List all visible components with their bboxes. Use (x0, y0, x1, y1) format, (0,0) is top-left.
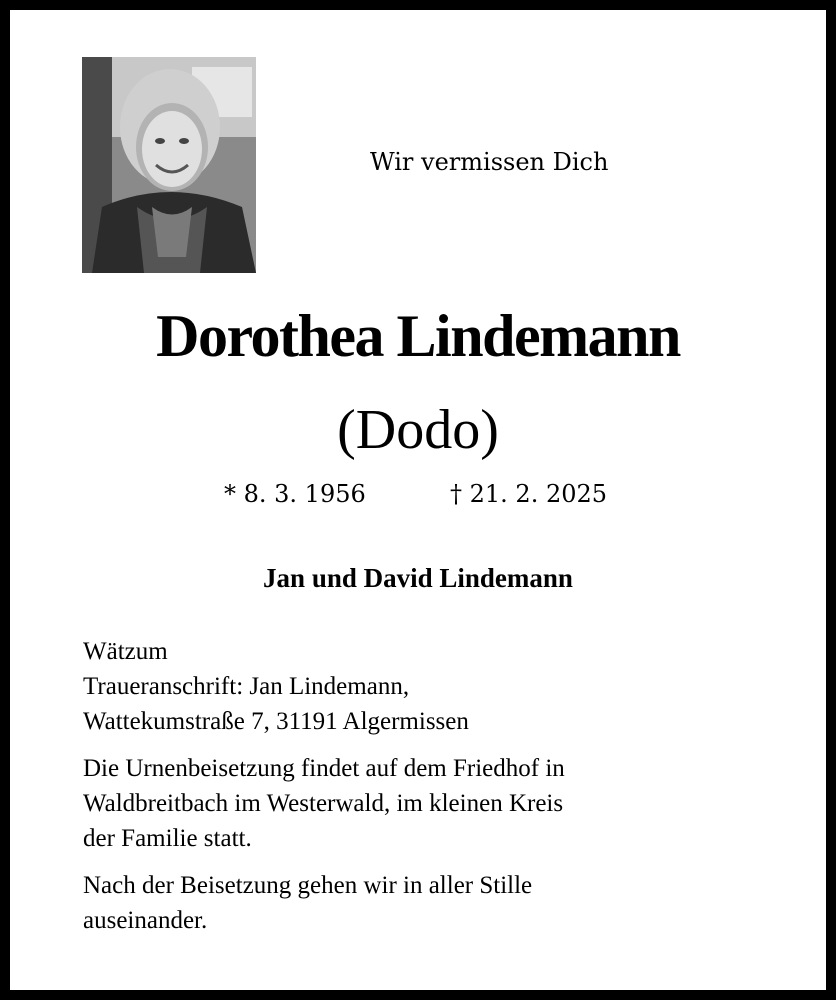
closing-paragraph (83, 868, 755, 938)
burial-line: Die Urnenbeisetzung findet auf dem Friedhof in (83, 755, 565, 782)
closing-line: Nach der Beisetzung gehen wir in aller Stille (83, 872, 533, 899)
address-line-2: Wattekumstraße 7, 31191 Algermissen (83, 708, 469, 735)
birth-date: * 8. 3. 1956 (224, 480, 366, 508)
burial-line: Waldbreitbach im Westerwald, im kleinen Kreis (83, 790, 564, 817)
life-dates (10, 480, 826, 510)
deceased-nickname: (Dodo) (337, 399, 499, 461)
portrait-photo-image (82, 57, 256, 273)
notice-body (83, 634, 755, 938)
address-place: Wätzum (83, 638, 168, 665)
burial-paragraph (83, 751, 755, 856)
burial-line: der Familie statt. (83, 825, 252, 852)
mourners-names: Jan und David Lindemann (263, 563, 573, 593)
portrait-photo (82, 57, 256, 273)
deceased-name: Dorothea Lindemann (156, 303, 680, 369)
closing-line: auseinander. (83, 907, 208, 934)
motto-text: Wir vermissen Dich (370, 148, 609, 176)
address-line-1: Traueranschrift: Jan Lindemann, (83, 673, 410, 700)
mourning-address (83, 634, 755, 739)
death-date: † 21. 2. 2025 (450, 480, 608, 508)
